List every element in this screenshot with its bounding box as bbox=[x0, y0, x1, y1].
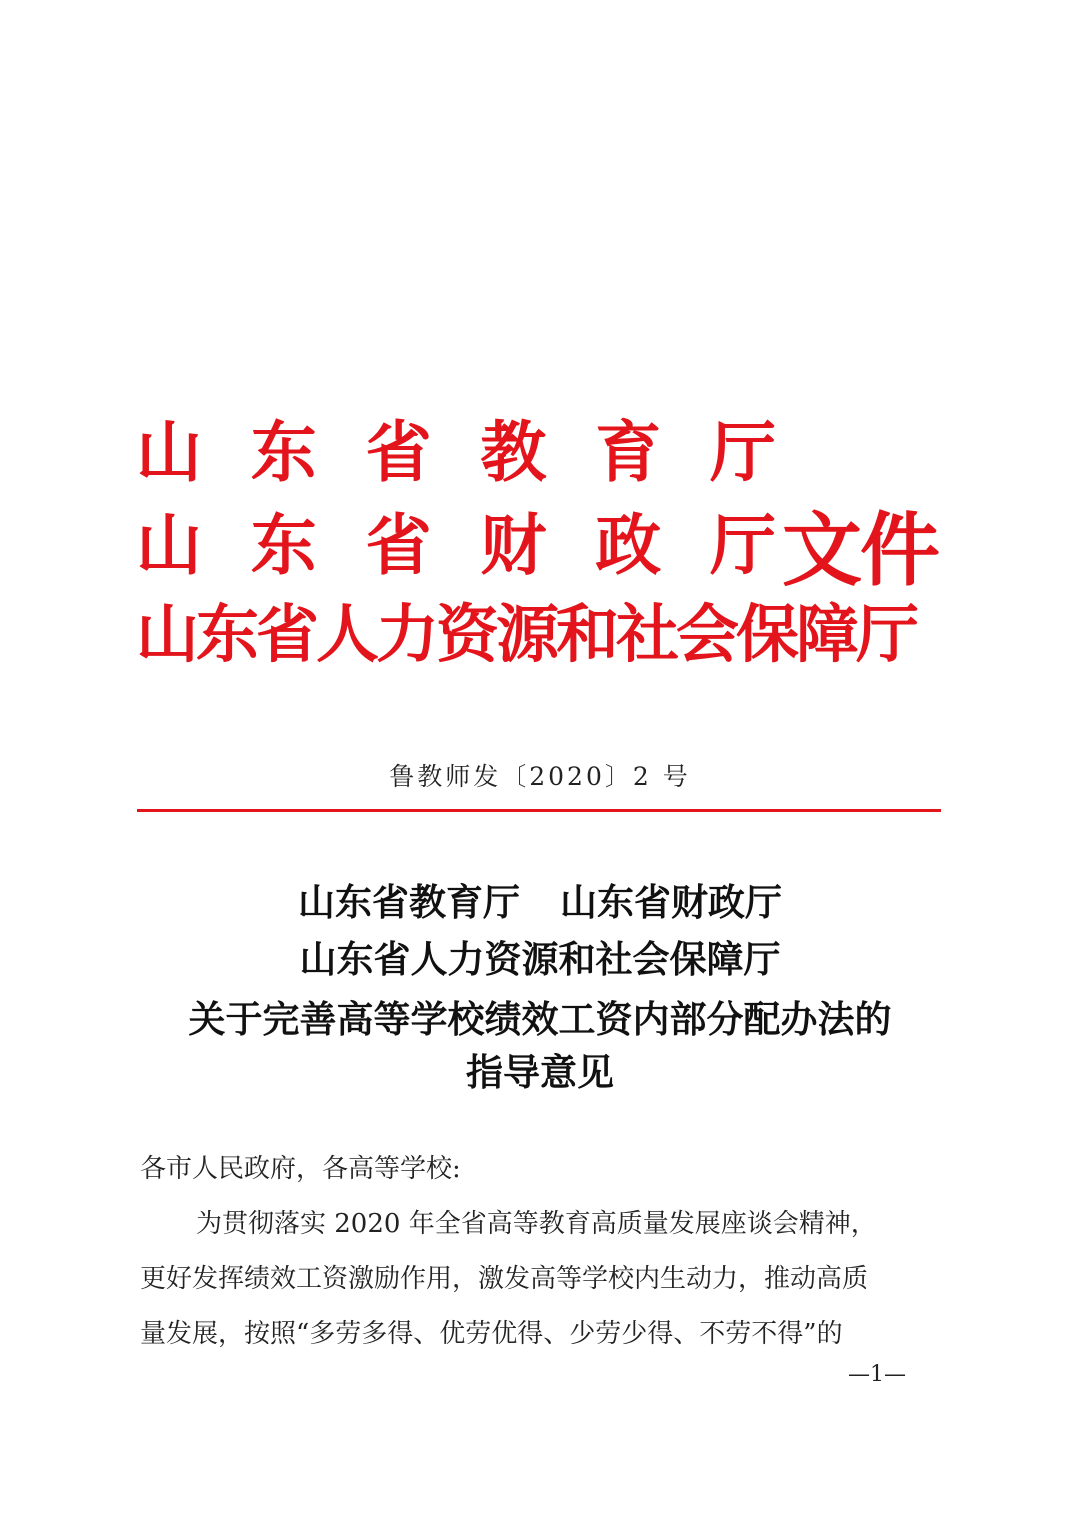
title-line-2: 山东省人力资源和社会保障厅 bbox=[299, 937, 781, 981]
red-divider bbox=[137, 809, 941, 812]
page-number: —1— bbox=[848, 1362, 906, 1387]
letterhead-char: 育 bbox=[595, 413, 662, 491]
letterhead-line-hr: 山东省人力资源和社会保障厅 bbox=[136, 597, 916, 671]
letterhead-document-suffix: 文件 bbox=[782, 503, 938, 597]
title-issuer-education: 山东省教育厅 bbox=[298, 880, 520, 924]
letterhead-line-finance bbox=[136, 505, 776, 585]
letterhead-char: 财 bbox=[480, 506, 547, 584]
letterhead-char: 东 bbox=[250, 413, 317, 491]
letterhead-line-education bbox=[136, 412, 776, 492]
letterhead-char: 省 bbox=[365, 506, 432, 584]
letterhead-char: 山 bbox=[136, 413, 202, 491]
letterhead-char: 东 bbox=[250, 506, 317, 584]
title-issuer-finance: 山东省财政厅 bbox=[560, 880, 782, 924]
body-line: 更好发挥绩效工资激励作用，激发高等学校内生动力，推动高质 bbox=[140, 1264, 869, 1294]
title-line-4: 指导意见 bbox=[466, 1050, 614, 1094]
document-number: 鲁教师发〔2020〕2 号 bbox=[389, 762, 691, 791]
letterhead-char: 厅 bbox=[709, 413, 776, 491]
letterhead-char: 政 bbox=[595, 506, 662, 584]
letterhead-char: 山 bbox=[136, 506, 202, 584]
title-line-3: 关于完善高等学校绩效工资内部分配办法的 bbox=[188, 997, 892, 1041]
letterhead-char: 厅 bbox=[709, 506, 776, 584]
title-line-1 bbox=[0, 872, 1080, 926]
body-line: 量发展，按照“多劳多得、优劳优得、少劳少得、不劳不得”的 bbox=[140, 1319, 843, 1349]
letterhead-char: 教 bbox=[480, 413, 547, 491]
letterhead-char: 省 bbox=[365, 413, 432, 491]
body-line: 为贯彻落实 2020 年全省高等教育高质量发展座谈会精神， bbox=[196, 1209, 877, 1239]
salutation: 各市人民政府，各高等学校: bbox=[140, 1154, 461, 1184]
